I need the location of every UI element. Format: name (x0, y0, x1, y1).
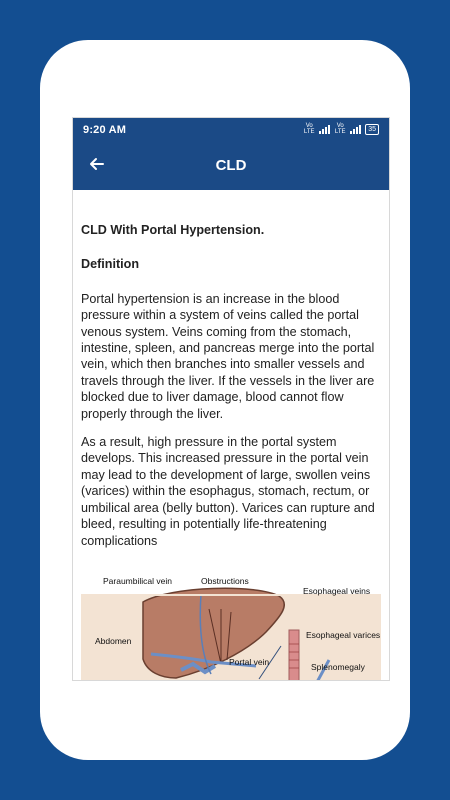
signal-bars-icon-2 (350, 124, 361, 134)
status-icons (303, 123, 379, 135)
battery-icon: 35 (365, 124, 379, 135)
status-time: 9:20 AM (83, 124, 127, 136)
label-esophageal-varices: Esophageal varices (306, 630, 381, 640)
signal-icon-2 (334, 123, 346, 135)
label-splenomegaly: Splenomegaly (311, 662, 365, 672)
label-esophageal-veins: Esophageal veins (303, 586, 371, 596)
label-portal-vein: Portal vein (229, 657, 270, 667)
signal-bars-icon (319, 124, 330, 134)
paragraph-1: Portal hypertension is an increase in the blood pressure within a system of veins called the portal venous system. Veins coming from the stomach, intestine, spleen, and pancreas merge into the portal vein, which then branches into smaller vessels and travels through the liver. If the vessels in the liver are blocked due to liver damage, blood cannot flow properly through the liver. (81, 291, 375, 421)
app-bar (73, 144, 389, 190)
signal-icon (303, 123, 315, 135)
article-heading: CLD With Portal Hypertension. (81, 223, 265, 237)
page-title: CLD (215, 157, 247, 174)
section-heading: Definition (81, 257, 140, 272)
label-paraumbilical: Paraumbilical vein (103, 576, 172, 586)
phone-screen (73, 118, 389, 680)
article-content (81, 222, 377, 561)
esophagus-shape (289, 630, 299, 680)
label-obstructions: Obstructions (201, 576, 249, 586)
sim2-label: Vo LTE (334, 123, 346, 135)
portal-hypertension-diagram (81, 574, 381, 680)
status-bar (73, 118, 389, 144)
label-abdomen: Abdomen (95, 636, 132, 646)
paragraph-2: As a result, high pressure in the portal system develops. This increased pressure in the portal vein may lead to the development of large, swollen veins (varices) within the esophagus, stomach, rectum, or umbilical area (belly button). Varices can rupture and bleed, resulting in potentially life-threatening complications (81, 435, 375, 548)
sim1-label: Vo LTE (303, 123, 315, 135)
